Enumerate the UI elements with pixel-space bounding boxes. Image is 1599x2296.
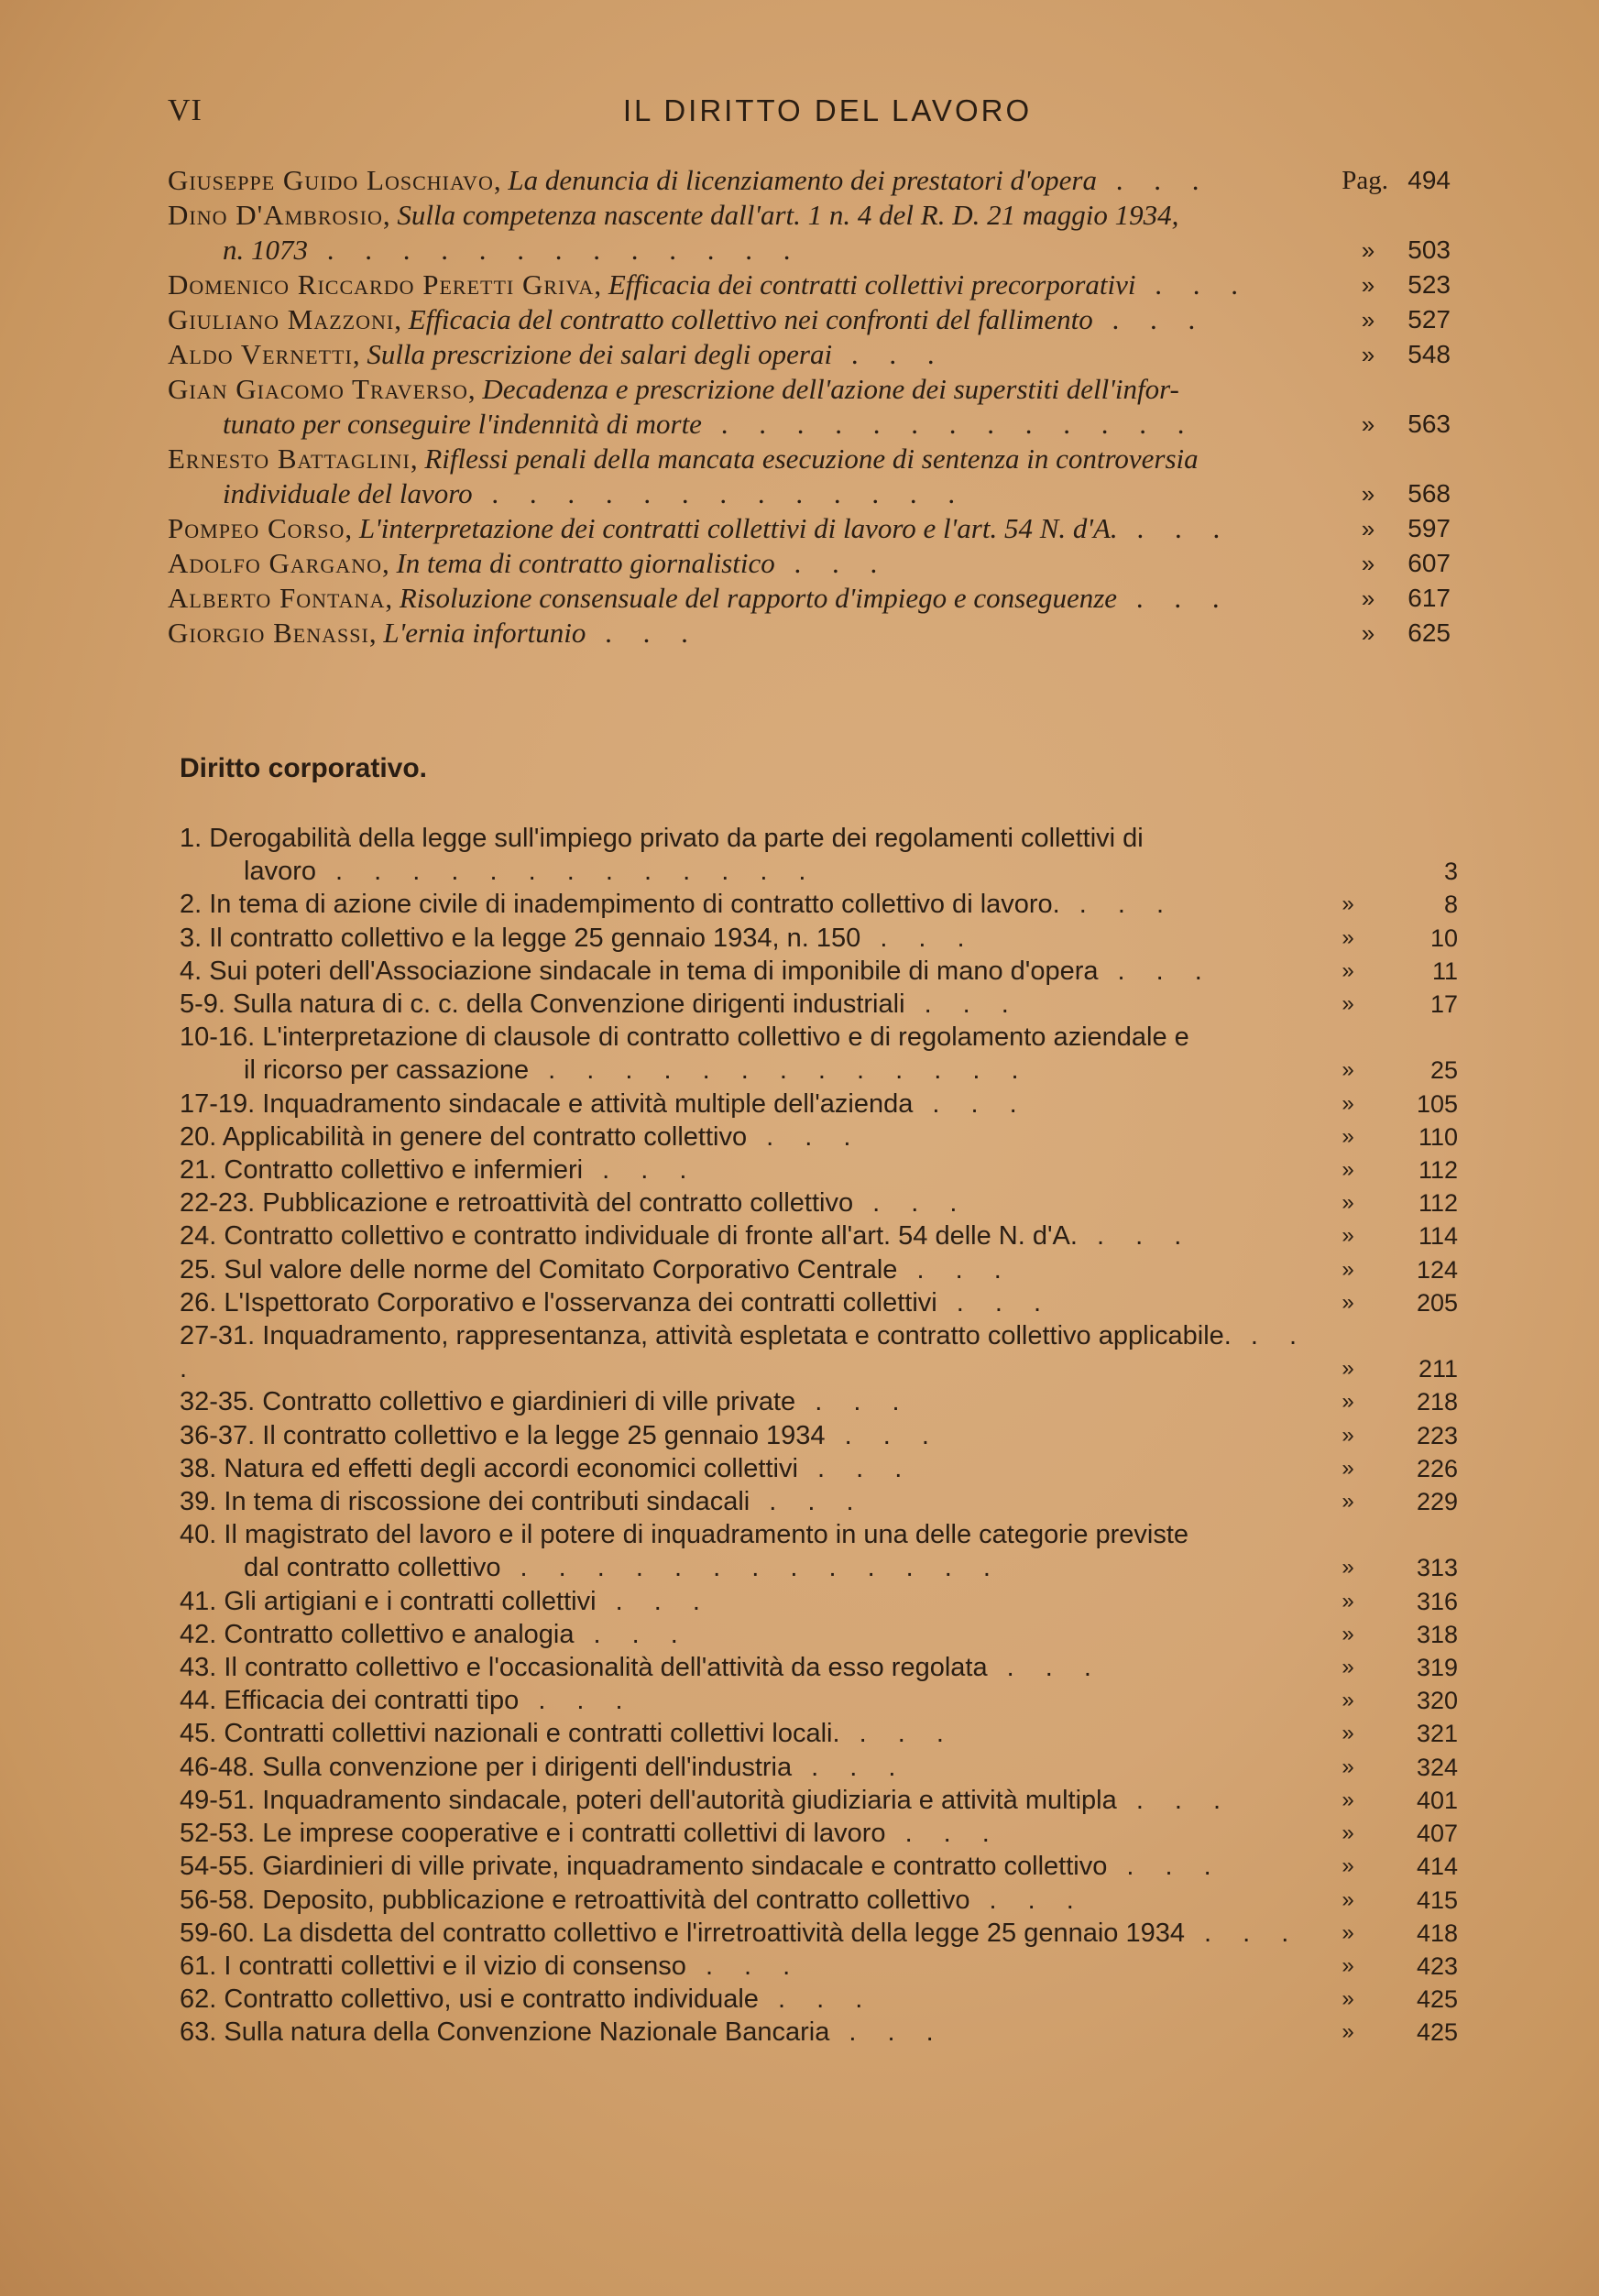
ruling-entry	[180, 1286, 1458, 1319]
page-ref: 124	[1416, 1255, 1458, 1284]
ruling-number: 42.	[180, 1619, 217, 1649]
leader-dots: . . .	[1096, 164, 1211, 196]
page-ref: 112	[1418, 1156, 1458, 1185]
ruling-title: Gli artigiani e i contratti collettivi	[224, 1586, 597, 1616]
ditto-mark: »	[1342, 1621, 1354, 1646]
ruling-entry	[180, 1121, 1458, 1153]
ruling-title: Pubblicazione e retroattività del contratto collettivo	[262, 1188, 854, 1219]
ditto-mark: »	[1342, 1057, 1354, 1083]
page-prefix: »	[1361, 515, 1375, 542]
page-ref: 316	[1416, 1587, 1458, 1615]
page-ref: 318	[1416, 1620, 1458, 1648]
ditto-mark: »	[1342, 1688, 1354, 1713]
article-title: Efficacia dei contratti collettivi precorporativi	[608, 268, 1136, 301]
ruling-entry	[180, 1485, 1458, 1518]
ditto-mark: »	[1342, 1820, 1354, 1846]
page-ref: 226	[1416, 1454, 1458, 1482]
article-title-continued: individuale del lavoro	[223, 477, 473, 509]
page-ref: 415	[1416, 1886, 1458, 1914]
leader-dots: . . .	[904, 989, 1021, 1020]
leader-dots: . . .	[1185, 1918, 1301, 1948]
ditto-mark: »	[1342, 1123, 1354, 1149]
ruling-list	[180, 822, 1458, 2050]
ruling-number: 20.	[180, 1121, 217, 1152]
page-ref: 401	[1416, 1786, 1458, 1814]
ditto-mark: »	[1342, 1455, 1354, 1481]
ruling-title: Le imprese cooperative e i contratti collettivi di lavoro	[262, 1819, 886, 1849]
ditto-mark: »	[1342, 1952, 1354, 1978]
page-prefix: »	[1361, 480, 1375, 508]
ruling-entry	[180, 1419, 1458, 1452]
page-ref: 17	[1429, 990, 1458, 1019]
ditto-mark: »	[1342, 1157, 1354, 1183]
page-ref: 321	[1416, 1720, 1458, 1748]
page-ref: 607	[1407, 549, 1451, 577]
leader-dots: . . .	[1117, 512, 1232, 544]
leader-dots: . . . . . . . . . . . . .	[308, 234, 803, 266]
leader-dots: . . . . . . . . . . . . .	[529, 1055, 1031, 1086]
ditto-mark: »	[1342, 1489, 1354, 1514]
page-ref: 523	[1407, 270, 1451, 299]
ditto-mark: »	[1342, 1919, 1354, 1945]
leader-dots: . . .	[825, 1420, 941, 1450]
ruling-title: Sul valore delle norme del Comitato Corporativo Centrale	[224, 1254, 898, 1285]
ruling-title: Natura ed effetti degli accordi economici collettivi	[224, 1453, 798, 1483]
leader-dots: . . .	[792, 1752, 908, 1782]
ditto-mark: »	[1342, 1721, 1354, 1746]
ruling-entry	[180, 1585, 1458, 1618]
page-ref: 11	[1431, 957, 1458, 985]
page-ref: 568	[1407, 479, 1451, 508]
leader-dots: . . .	[829, 2017, 946, 2048]
article-author: Dino D'Ambrosio	[168, 199, 383, 231]
article-author: Giuliano Mazzoni	[168, 303, 395, 335]
ruling-entry	[180, 1817, 1458, 1850]
page-ref: 414	[1416, 1853, 1458, 1881]
ruling-title: Applicabilità in genere del contratto collettivo	[222, 1121, 748, 1152]
page-ref: 527	[1407, 305, 1451, 333]
article-title: Sulla competenza nascente dall'art. 1 n. 4 del R. D. 21 maggio 1934,	[397, 199, 1179, 231]
ruling-entry	[180, 1618, 1458, 1651]
page-ref: 10	[1429, 924, 1458, 952]
ditto-mark: »	[1342, 1356, 1354, 1382]
article-title: Efficacia del contratto collettivo nei confronti del fallimento	[408, 303, 1093, 335]
leader-dots: . . . . . . . . . . . . .	[316, 857, 818, 887]
ruling-title: Il contratto collettivo e la legge 25 gennaio 1934	[262, 1420, 826, 1450]
ruling-title: Inquadramento, rappresentanza, attività espletata e contratto collettivo applicabile.	[262, 1321, 1232, 1351]
article-entry: Alberto Fontana, Risoluzione consensuale del rapporto d'impiego e conseguenze . . . » 617	[168, 582, 1451, 614]
page-ref: 105	[1416, 1089, 1458, 1118]
ruling-number: 41.	[180, 1586, 217, 1616]
article-title-continued: n. 1073	[223, 234, 308, 266]
page-prefix: »	[1361, 619, 1375, 647]
ditto-mark: »	[1342, 1853, 1354, 1879]
article-author: Alberto Fontana	[168, 582, 386, 614]
article-author: Aldo Vernetti	[168, 338, 353, 370]
ruling-number: 4.	[180, 956, 203, 986]
ruling-entry	[180, 1452, 1458, 1485]
ruling-number: 59-60.	[180, 1918, 256, 1948]
ditto-mark: »	[1342, 891, 1354, 917]
ruling-entry	[180, 1983, 1458, 2016]
leader-dots: . . .	[747, 1121, 863, 1152]
ruling-title: Deposito, pubblicazione e retroattività del contratto collettivo	[262, 1885, 970, 1915]
ruling-number: 2.	[180, 890, 203, 920]
article-author: Giorgio Benassi	[168, 617, 369, 649]
article-list	[168, 163, 1451, 651]
ditto-mark: »	[1342, 991, 1354, 1017]
ruling-number: 27-31.	[180, 1321, 256, 1351]
ditto-mark: »	[1342, 1886, 1354, 1912]
ruling-number: 63.	[180, 2017, 217, 2048]
ruling-number: 32-35.	[180, 1387, 256, 1417]
page-ref: 423	[1416, 1952, 1458, 1980]
page-ref: 110	[1418, 1122, 1458, 1151]
leader-dots: . . .	[936, 1287, 1054, 1317]
ruling-entry	[180, 888, 1458, 921]
ruling-number: 45.	[180, 1719, 217, 1749]
leader-dots: . . .	[897, 1254, 1013, 1285]
ruling-entry	[180, 922, 1458, 955]
page-ref: 597	[1407, 514, 1451, 542]
article-author: Ernesto Battaglini	[168, 443, 411, 475]
ruling-title: Efficacia dei contratti tipo	[224, 1686, 520, 1716]
leader-dots: . . . . . . . . . . . . .	[701, 408, 1197, 440]
leader-dots: . . .	[774, 547, 890, 579]
ruling-title: Contratto collettivo e contratto individuale di fronte all'art. 54 delle N. d'A.	[224, 1221, 1078, 1252]
ruling-number: 61.	[180, 1951, 217, 1981]
ruling-title: I contratti collettivi e il vizio di consenso	[224, 1951, 686, 1981]
page-ref: 324	[1416, 1753, 1458, 1781]
ruling-entry	[180, 1153, 1458, 1186]
ditto-mark: »	[1342, 1986, 1354, 2012]
ruling-number: 44.	[180, 1686, 217, 1716]
ruling-number: 22-23.	[180, 1188, 256, 1219]
leader-dots: . . .	[685, 1951, 803, 1981]
page-ref: 425	[1416, 1985, 1458, 2014]
leader-dots: . . .	[750, 1487, 866, 1517]
ruling-number: 3.	[180, 923, 203, 953]
page-ref: 229	[1416, 1488, 1458, 1516]
ruling-entry	[180, 1186, 1458, 1219]
ruling-title: La disdetta del contratto collettivo e l'irretroattività della legge 25 gennaio 1934	[262, 1918, 1185, 1948]
ruling-title: L'interpretazione di clausole di contratto collettivo e di regolamento aziendale e	[262, 1022, 1189, 1053]
page-ref: 114	[1418, 1222, 1458, 1251]
page-header	[168, 93, 1487, 139]
ruling-title: Contratti collettivi nazionali e contratti collettivi locali.	[224, 1719, 840, 1749]
page-ref: 494	[1407, 166, 1451, 194]
ruling-number: 26.	[180, 1287, 217, 1317]
ditto-mark: »	[1342, 924, 1354, 950]
page-ref: 625	[1407, 618, 1451, 647]
article-entry: Domenico Riccardo Peretti Griva, Efficacia dei contratti collettivi precorporativi . . . » 523	[168, 268, 1451, 301]
ruling-number: 40.	[180, 1520, 217, 1550]
ruling-number: 5-9.	[180, 989, 225, 1020]
page-prefix: »	[1361, 550, 1375, 577]
page-ref: 205	[1416, 1288, 1458, 1317]
article-author: Domenico Riccardo Peretti Griva	[168, 268, 595, 301]
ruling-entry	[180, 1684, 1458, 1717]
article-entry: Aldo Vernetti, Sulla prescrizione dei salari degli operai . . . » 548	[168, 338, 1451, 370]
leader-dots: . . .	[913, 1088, 1029, 1119]
page-prefix: »	[1361, 236, 1375, 264]
ditto-mark: »	[1342, 1787, 1354, 1812]
ruling-title-continued: il ricorso per cassazione	[244, 1055, 530, 1086]
leader-dots: . . .	[839, 1719, 956, 1749]
ruling-entry	[180, 1751, 1458, 1784]
ruling-title-continued: lavoro	[244, 857, 316, 887]
ruling-number: 38.	[180, 1453, 217, 1483]
ruling-title: Contratto collettivo, usi e contratto individuale	[224, 1984, 759, 2015]
article-title: In tema di contratto giornalistico	[396, 547, 775, 579]
ditto-mark: »	[1342, 1256, 1354, 1282]
ruling-title: Giardinieri di ville private, inquadramento sindacale e contratto collettivo	[262, 1852, 1108, 1882]
article-entry: Ernesto Battaglini, Riflessi penali della mancata esecuzione di sentenza in controversia individuale del lavoro . . . . . . . . . . . . . » 568	[168, 443, 1451, 509]
leader-dots: . . .	[1059, 890, 1177, 920]
ditto-mark: »	[1342, 1190, 1354, 1216]
page-prefix: Pag.	[1342, 166, 1388, 195]
ruling-title: In tema di riscossione dei contributi sindacali	[224, 1487, 750, 1517]
ruling-title: Sulla natura di c. c. della Convenzione dirigenti industriali	[233, 989, 905, 1020]
page-ref: 211	[1418, 1355, 1458, 1383]
leader-dots: . . .	[987, 1653, 1103, 1683]
leader-dots: . . .	[596, 1586, 712, 1616]
leader-dots: . . .	[583, 1155, 699, 1186]
ditto-mark: »	[1342, 1289, 1354, 1315]
ruling-number: 10-16.	[180, 1022, 256, 1053]
ditto-mark: »	[1342, 1588, 1354, 1613]
page-ref: 313	[1416, 1554, 1458, 1582]
ruling-title: Derogabilità della legge sull'impiego privato da parte dei regolamenti collettivi di	[209, 824, 1144, 853]
ruling-number: 39.	[180, 1487, 217, 1517]
ruling-number: 17-19.	[180, 1088, 256, 1119]
page-prefix: »	[1361, 410, 1375, 438]
page-ref: 418	[1416, 1919, 1458, 1947]
article-title: Decadenza e prescrizione dell'azione dei superstiti dell'infor-	[482, 373, 1179, 405]
ruling-number: 46-48.	[180, 1752, 256, 1782]
ditto-mark: »	[1342, 1090, 1354, 1116]
leader-dots: . . .	[180, 1321, 1309, 1384]
ruling-title: Sulla natura della Convenzione Nazionale Bancaria	[224, 2017, 830, 2048]
leader-dots: . . . . . . . . . . . . .	[472, 477, 968, 509]
ditto-mark: »	[1342, 1655, 1354, 1680]
ruling-entry	[180, 1021, 1458, 1087]
page-ref: 407	[1416, 1820, 1458, 1848]
article-author: Gian Giacomo Traverso	[168, 373, 468, 405]
page-ref: 563	[1407, 410, 1451, 438]
article-title: Sulla prescrizione dei salari degli operai	[367, 338, 833, 370]
leader-dots: . . .	[969, 1885, 1086, 1915]
article-entry: Pompeo Corso, L'interpretazione dei contratti collettivi di lavoro e l'art. 54 N. d'A. . . . » 597	[168, 512, 1451, 544]
running-title: IL DIRITTO DEL LAVORO	[622, 93, 1033, 127]
article-author: Adolfo Gargano	[168, 547, 382, 579]
page-ref: 112	[1418, 1189, 1458, 1218]
leader-dots: . . .	[1117, 582, 1232, 614]
page-ref: 617	[1407, 584, 1451, 612]
ruling-number: 36-37.	[180, 1420, 256, 1450]
leader-dots: . . .	[795, 1387, 912, 1417]
section-title: Diritto corporativo.	[180, 753, 428, 783]
page-ref: 319	[1416, 1654, 1458, 1682]
ruling-entry	[180, 1950, 1458, 1983]
ditto-mark: »	[1342, 1754, 1354, 1779]
leader-dots: . . .	[1116, 1785, 1233, 1815]
leader-dots: . . .	[853, 1188, 969, 1219]
ruling-number: 52-53.	[180, 1819, 256, 1849]
ruling-number: 1.	[180, 824, 203, 853]
ruling-title: L'Ispettorato Corporativo e l'osservanza dei contratti collettivi	[224, 1287, 937, 1317]
ditto-mark: »	[1342, 1555, 1354, 1580]
ruling-number: 25.	[180, 1254, 217, 1285]
ruling-entry	[180, 1850, 1458, 1883]
ruling-entry	[180, 1784, 1458, 1817]
article-entry: Giuseppe Guido Loschiavo, La denuncia di licenziamento dei prestatori d'opera . . . Pag. 494	[168, 164, 1451, 196]
leader-dots: . . .	[832, 338, 947, 370]
article-entry: Gian Giacomo Traverso, Decadenza e prescrizione dell'azione dei superstiti dell'infor- tunato per conseguire l'indennità di morte . . . . . . . . . . . . . » 563	[168, 373, 1451, 440]
ruling-entry	[180, 1917, 1458, 1950]
page-ref: 425	[1416, 2018, 1458, 2047]
page-prefix: »	[1361, 271, 1375, 299]
ruling-entry	[180, 1319, 1458, 1385]
leader-dots: . . .	[586, 617, 700, 649]
article-title-continued: tunato per conseguire l'indennità di morte	[223, 408, 702, 440]
ruling-entry	[180, 1385, 1458, 1418]
ruling-title: Contratto collettivo e giardinieri di ville private	[262, 1387, 796, 1417]
ruling-title: Contratto collettivo e infermieri	[224, 1155, 584, 1186]
leader-dots: . . .	[1107, 1852, 1223, 1882]
page-ref: 503	[1407, 235, 1451, 264]
article-entry: Giuliano Mazzoni, Efficacia del contratto collettivo nei confronti del fallimento . . . » 527	[168, 303, 1451, 335]
page-ref: 223	[1416, 1421, 1458, 1449]
ditto-mark: »	[1342, 2019, 1354, 2045]
page-prefix: »	[1361, 585, 1375, 612]
ruling-entry	[180, 988, 1458, 1021]
article-entry: Giorgio Benassi, L'ernia infortunio . . . » 625	[168, 617, 1451, 649]
leader-dots: . . .	[1098, 956, 1214, 986]
leader-dots: . . .	[1135, 268, 1250, 301]
ruling-entry	[180, 955, 1458, 988]
leader-dots: . . .	[797, 1453, 914, 1483]
leader-dots: . . .	[758, 1984, 875, 2015]
ruling-number: 21.	[180, 1155, 217, 1186]
article-entry: Adolfo Gargano, In tema di contratto giornalistico . . . » 607	[168, 547, 1451, 579]
page-ref: 548	[1407, 340, 1451, 368]
article-author: Pompeo Corso	[168, 512, 345, 544]
page-ref: 25	[1429, 1056, 1458, 1085]
ruling-entry	[180, 822, 1458, 888]
leader-dots: . . . . . . . . . . . . .	[500, 1553, 1002, 1583]
page-ref: 8	[1443, 891, 1458, 919]
article-title: L'ernia infortunio	[383, 617, 586, 649]
ruling-entry	[180, 1884, 1458, 1917]
leader-dots: . . .	[1092, 303, 1208, 335]
ruling-title: Sui poteri dell'Associazione sindacale in tema di imponibile di mano d'opera	[209, 956, 1099, 986]
ruling-title: Inquadramento sindacale e attività multiple dell'azienda	[262, 1088, 914, 1119]
ditto-mark: »	[1342, 1389, 1354, 1415]
leader-dots: . . .	[860, 923, 977, 953]
ruling-title-continued: dal contratto collettivo	[244, 1553, 501, 1583]
ruling-number: 56-58.	[180, 1885, 256, 1915]
page-prefix: »	[1361, 306, 1375, 333]
page-ref: 320	[1416, 1687, 1458, 1715]
article-title: Risoluzione consensuale del rapporto d'impiego e conseguenze	[399, 582, 1118, 614]
ruling-entry	[180, 1253, 1458, 1286]
ruling-number: 62.	[180, 1984, 217, 2015]
article-entry: Dino D'Ambrosio, Sulla competenza nascente dall'art. 1 n. 4 del R. D. 21 maggio 1934, n. 1073 . . . . . . . . . . . . . » 503	[168, 199, 1451, 266]
ruling-title: Inquadramento sindacale, poteri dell'autorità giudiziaria e attività multipla	[262, 1785, 1117, 1815]
leader-dots: . . .	[885, 1819, 1002, 1849]
ditto-mark: »	[1342, 957, 1354, 983]
page-ref: 218	[1416, 1388, 1458, 1416]
ruling-title: Il contratto collettivo e la legge 25 gennaio 1934, n. 150	[209, 923, 861, 953]
ruling-number: 54-55.	[180, 1852, 256, 1882]
ruling-title: Contratto collettivo e analogia	[224, 1619, 575, 1649]
ruling-number: 43.	[180, 1653, 217, 1683]
article-title: L'interpretazione dei contratti collettivi di lavoro e l'art. 54 N. d'A.	[358, 512, 1118, 544]
ditto-mark: »	[1342, 1422, 1354, 1448]
article-title: Riflessi penali della mancata esecuzione di sentenza in controversia	[424, 443, 1199, 475]
article-title: La denuncia di licenziamento dei prestatori d'opera	[508, 164, 1097, 196]
ditto-mark: »	[1342, 1223, 1354, 1249]
ruling-entry	[180, 2016, 1458, 2049]
ruling-title: Sulla convenzione per i dirigenti dell'industria	[262, 1752, 793, 1782]
leader-dots: . . .	[519, 1686, 635, 1716]
leader-dots: . . .	[1077, 1221, 1194, 1252]
page-ref: 3	[1443, 858, 1458, 886]
ruling-entry	[180, 1717, 1458, 1750]
page-prefix: »	[1361, 341, 1375, 368]
ruling-number: 49-51.	[180, 1785, 256, 1815]
ruling-title: Il contratto collettivo e l'occasionalità dell'attività da esso regolata	[224, 1653, 988, 1683]
article-author: Giuseppe Guido Loschiavo	[168, 164, 494, 196]
ruling-entry	[180, 1651, 1458, 1684]
ruling-entry	[180, 1518, 1458, 1584]
ruling-title: Il magistrato del lavoro e il potere di inquadramento in una delle categorie previste	[224, 1520, 1189, 1550]
ruling-title: In tema di azione civile di inadempimento di contratto collettivo di lavoro.	[209, 890, 1060, 920]
page-number: VI	[168, 93, 203, 127]
ruling-entry	[180, 1219, 1458, 1252]
ruling-number: 24.	[180, 1221, 217, 1252]
ruling-entry	[180, 1088, 1458, 1121]
leader-dots: . . .	[574, 1619, 690, 1649]
